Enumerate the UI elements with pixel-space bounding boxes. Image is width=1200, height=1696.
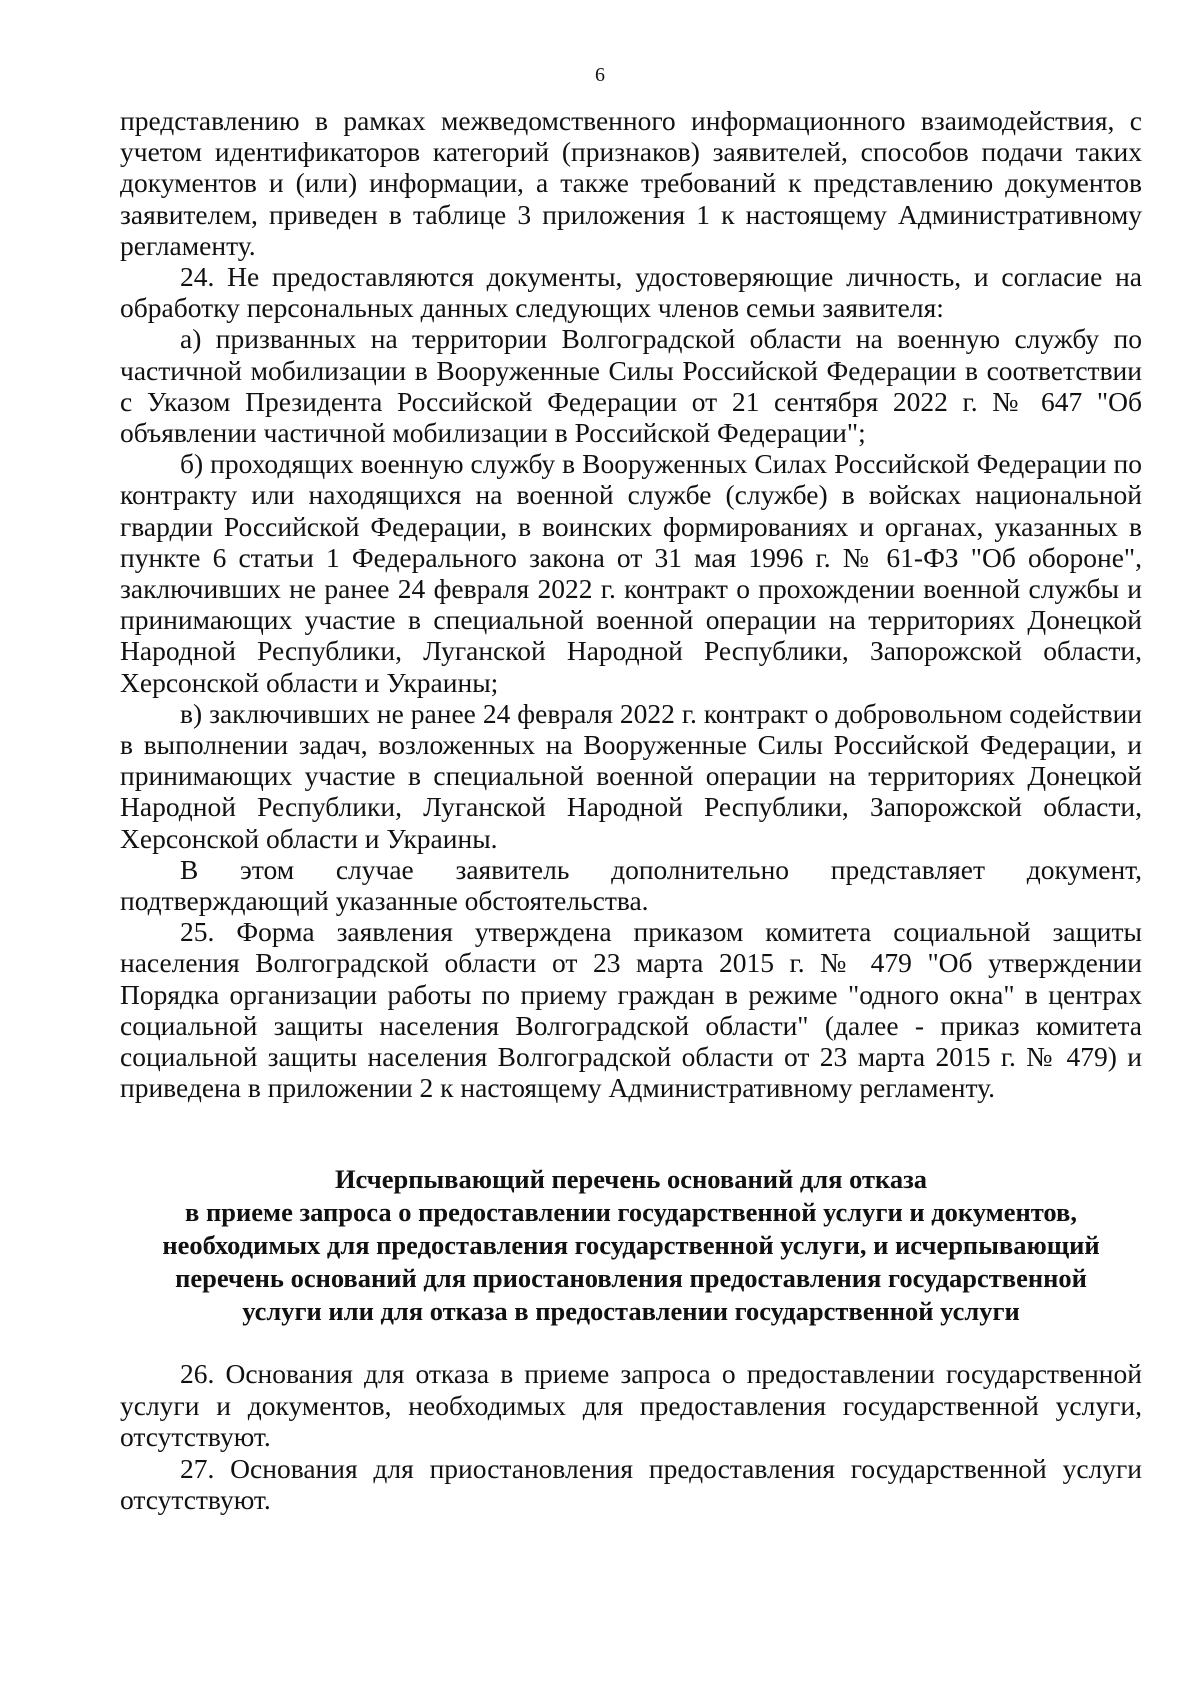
paragraph-24: 24. Не предоставляются документы, удостоверяющие личность, и согласие на обработку персональных данных следующих членов семьи заявителя:	[120, 261, 1142, 324]
section-heading-line-3: необходимых для предоставления государственной услуги, и исчерпывающий	[162, 1230, 1100, 1260]
paragraph-26: 26. Основания для отказа в приеме запроса о предоставлении государственной услуги и документов, необходимых для предоставления государственной услуги, отсутствуют.	[120, 1358, 1142, 1452]
section-heading-line-2: в приеме запроса о предоставлении государственной услуги и документов,	[185, 1197, 1077, 1227]
section-heading	[120, 1163, 1142, 1328]
section-heading-line-4: перечень оснований для приостановления предоставления государственной	[175, 1263, 1087, 1293]
paragraph-27: 27. Основания для приостановления предоставления государственной услуги отсутствуют.	[120, 1452, 1142, 1515]
paragraph-intro: представлению в рамках межведомственного информационного взаимодействия, с учетом идентификаторов категорий (признаков) заявителей, способов подачи таких документов и (или) информации, а также требований к представлению документов заявителем, приведен в таблице 3 приложения 1 к настоящему Административному регламенту.	[120, 105, 1142, 261]
paragraph-25: 25. Форма заявления утверждена приказом комитета социальной защиты населения Волгоградской области от 23 марта 2015 г. № 479 "Об утверждении Порядка организации работы по приему граждан в режиме "одного окна" в центрах социальной защиты населения Волгоградской области" (далее - приказ комитета социальной защиты населения Волгоградской области от 23 марта 2015 г. № 479) и приведена в приложении 2 к настоящему Административному регламенту.	[120, 916, 1142, 1104]
section-heading-line-1: Исчерпывающий перечень оснований для отказа	[334, 1164, 928, 1194]
section-heading-line-5: услуги или для отказа в предоставлении государственной услуги	[242, 1296, 1020, 1326]
paragraph-24-b: б) проходящих военную службу в Вооруженных Силах Российской Федерации по контракту или находящихся на военной службе (службе) в войсках национальной гвардии Российской Федерации, в воинских формированиях и органах, указанных в пункте 6 статьи 1 Федерального закона от 31 мая 1996 г. № 61-ФЗ "Об обороне", заключивших не ранее 24 февраля 2022 г. контракт о прохождении военной службы и принимающих участие в специальной военной операции на территориях Донецкой Народной Республики, Луганской Народной Республики, Запорожской области, Херсонской области и Украины;	[120, 448, 1142, 698]
paragraph-24-v: в) заключивших не ранее 24 февраля 2022 г. контракт о добровольном содействии в выполнении задач, возложенных на Вооруженные Силы Российской Федерации, и принимающих участие в специальной военной операции на территориях Донецкой Народной Республики, Луганской Народной Республики, Запорожской области, Херсонской области и Украины.	[120, 697, 1142, 854]
page-number: 6	[595, 64, 605, 86]
main-text	[120, 105, 1142, 1104]
paragraph-24-note: В этом случае заявитель дополнительно представляет документ, подтверждающий указанные обстоятельства.	[120, 853, 1142, 917]
tail-text	[120, 1358, 1142, 1516]
paragraph-24-a: а) призванных на территории Волгоградской области на военную службу по частичной мобилизации в Вооруженные Силы Российской Федерации в соответствии с Указом Президента Российской Федерации от 21 сентября 2022 г. № 647 "Об объявлении частичной мобилизации в Российской Федерации";	[120, 323, 1142, 449]
